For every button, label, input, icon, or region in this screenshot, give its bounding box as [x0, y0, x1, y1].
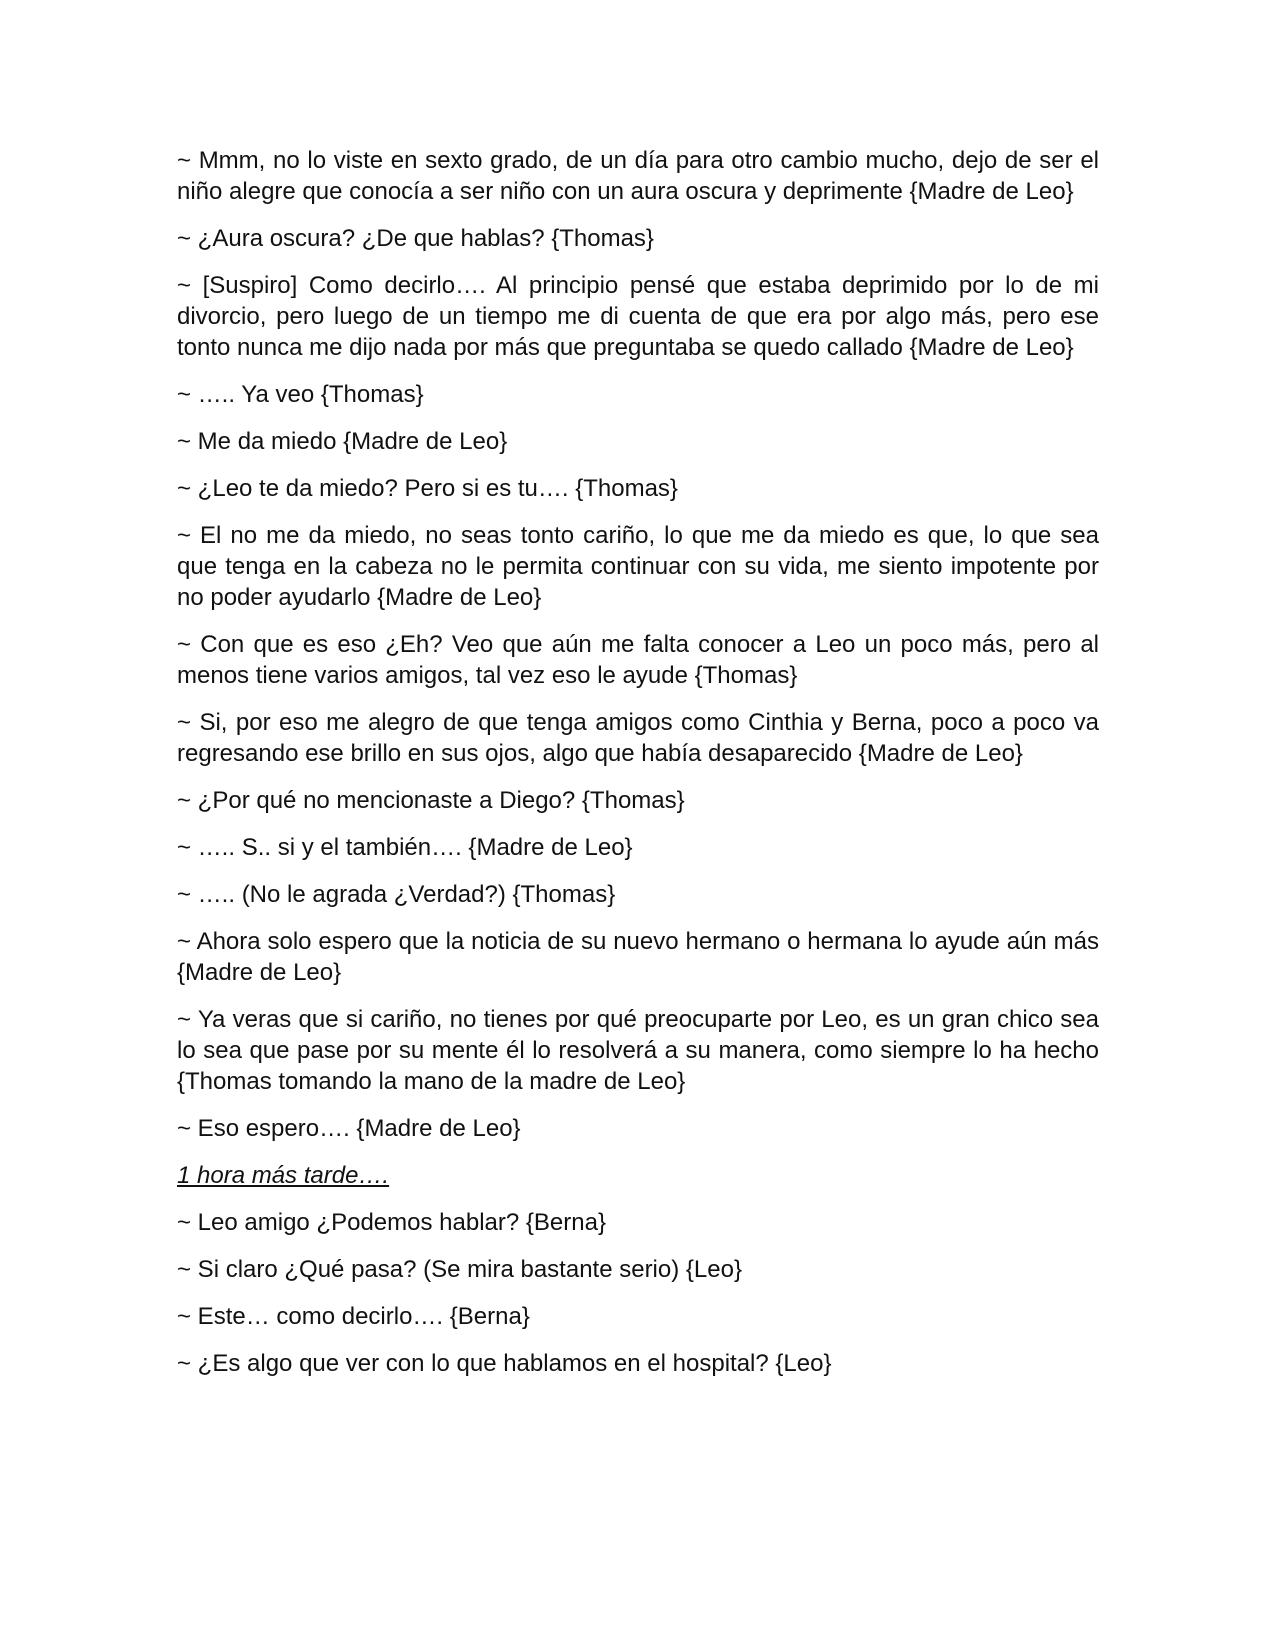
- dialogue-paragraph: ~ ….. (No le agrada ¿Verdad?) {Thomas}: [177, 881, 616, 908]
- dialogue-paragraph: ~ Si claro ¿Qué pasa? (Se mira bastante serio) {Leo}: [177, 1256, 742, 1283]
- dialogue-paragraph: ~ Eso espero…. {Madre de Leo}: [177, 1115, 521, 1142]
- dialogue-paragraph: ~ Me da miedo {Madre de Leo}: [177, 428, 508, 455]
- dialogue-paragraph: ~ El no me da miedo, no seas tonto cariño, lo que me da miedo es que, lo que sea que tenga en la cabeza no le permita continuar con su vida, me siento impotente por no poder ayudarlo {Madre de Leo}: [177, 522, 1099, 611]
- dialogue-paragraph: ~ Si, por eso me alegro de que tenga amigos como Cinthia y Berna, poco a poco va regresando ese brillo en sus ojos, algo que había desaparecido {Madre de Leo}: [177, 709, 1099, 767]
- dialogue-paragraph: ~ Ya veras que si cariño, no tienes por qué preocuparte por Leo, es un gran chico sea lo sea que pase por su mente él lo resolverá a su manera, como siempre lo ha hecho {Thomas tomando la mano de la madre de Leo}: [177, 1006, 1099, 1095]
- dialogue-paragraph: ~ ….. Ya veo {Thomas}: [177, 381, 424, 408]
- dialogue-paragraph: ~ ¿Aura oscura? ¿De que hablas? {Thomas}: [177, 225, 654, 252]
- dialogue-paragraph: ~ [Suspiro] Como decirlo…. Al principio pensé que estaba deprimido por lo de mi divorcio, pero luego de un tiempo me di cuenta de que era por algo más, pero ese tonto nunca me dijo nada por más que preguntaba se quedo callado {Madre de Leo}: [177, 272, 1099, 361]
- dialogue-paragraph: ~ ¿Por qué no mencionaste a Diego? {Thomas}: [177, 787, 685, 814]
- dialogue-paragraph: ~ ….. S.. si y el también…. {Madre de Leo}: [177, 834, 633, 861]
- dialogue-paragraph: ~ Con que es eso ¿Eh? Veo que aún me falta conocer a Leo un poco más, pero al menos tiene varios amigos, tal vez eso le ayude {Thomas}: [177, 631, 1099, 689]
- scene-break-heading: 1 hora más tarde….: [177, 1162, 390, 1189]
- document-body: [177, 145, 1099, 1395]
- dialogue-paragraph: ~ Este… como decirlo…. {Berna}: [177, 1303, 530, 1330]
- dialogue-paragraph: ~ ¿Leo te da miedo? Pero si es tu…. {Thomas}: [177, 475, 678, 502]
- dialogue-paragraph: ~ ¿Es algo que ver con lo que hablamos en el hospital? {Leo}: [177, 1350, 832, 1377]
- dialogue-paragraph: ~ Leo amigo ¿Podemos hablar? {Berna}: [177, 1209, 606, 1236]
- dialogue-paragraph: ~ Mmm, no lo viste en sexto grado, de un día para otro cambio mucho, dejo de ser el niño alegre que conocía a ser niño con un aura oscura y deprimente {Madre de Leo}: [177, 147, 1099, 205]
- dialogue-paragraph: ~ Ahora solo espero que la noticia de su nuevo hermano o hermana lo ayude aún más {Madre de Leo}: [177, 928, 1099, 986]
